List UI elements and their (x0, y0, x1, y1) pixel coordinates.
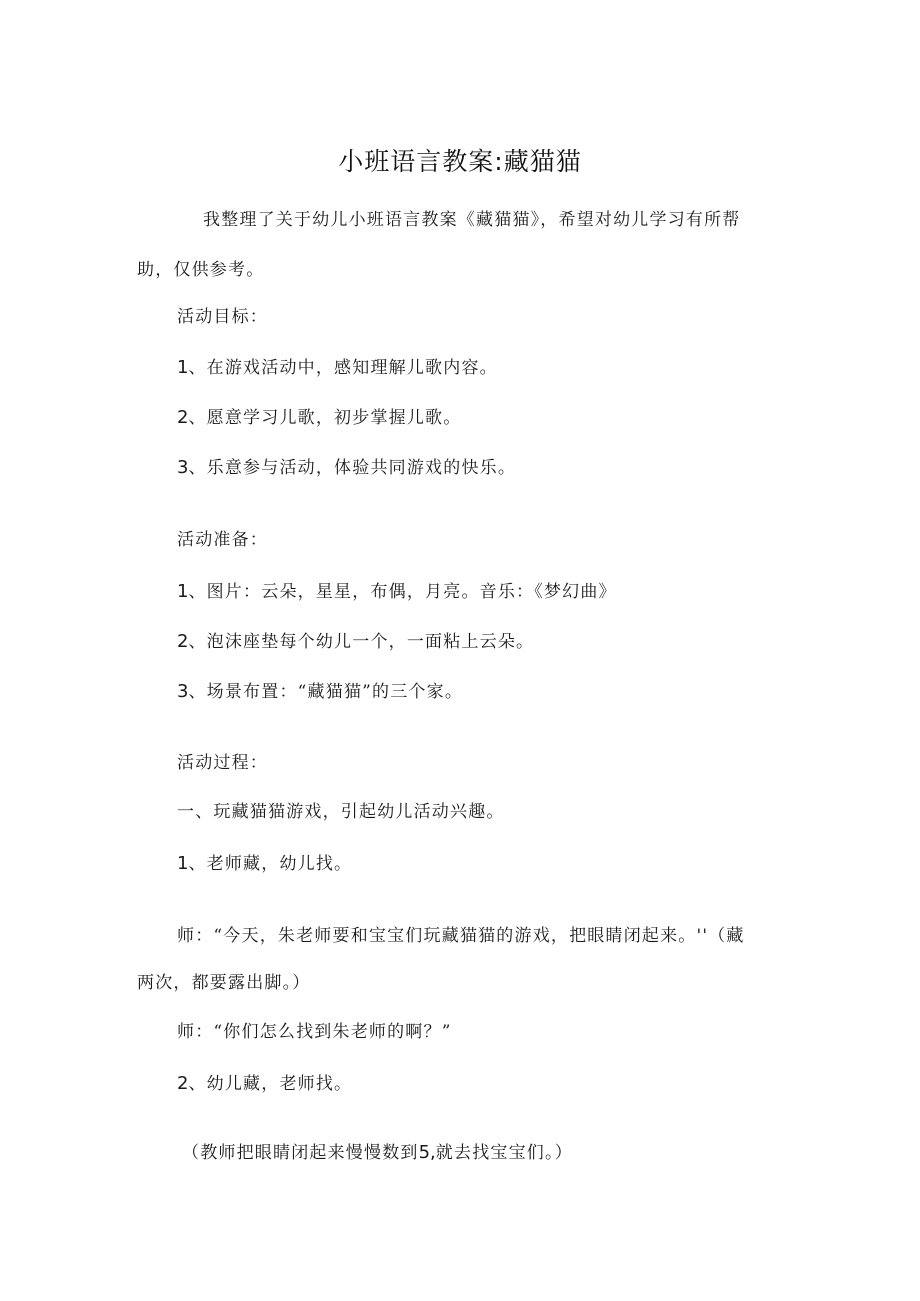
preparation-heading: 活动准备： (177, 530, 268, 550)
goal-item-3 (177, 456, 516, 480)
process-step-2 (177, 1072, 352, 1096)
process-section-1: 一、玩藏猫猫游戏，引起幼儿活动兴趣。 (177, 802, 505, 822)
step-number: 2 (177, 1073, 189, 1094)
goal-item-number: 1 (177, 357, 189, 378)
prep-item-3 (177, 680, 463, 704)
goal-item-text: 、在游戏活动中，感知理解儿歌内容。 (188, 358, 498, 378)
note-text-before: （教师把眼睛闭起来慢慢数到 (182, 1143, 419, 1163)
teacher-note (182, 1141, 573, 1165)
prep-item-2 (177, 630, 534, 654)
process-heading: 活动过程： (177, 753, 268, 773)
intro-line-1: 我整理了关于幼儿小班语言教案《藏猫猫》，希望对幼儿学习有所帮 (203, 210, 741, 230)
teacher-quote-1-line-2: 两次，都要露出脚。） (137, 973, 311, 993)
prep-item-1 (177, 580, 617, 604)
step-text: 、老师藏，幼儿找。 (188, 854, 353, 874)
step-number: 1 (177, 853, 189, 874)
prep-item-number: 2 (177, 631, 189, 652)
process-step-1 (177, 852, 352, 876)
step-text: 、幼儿藏，老师找。 (188, 1074, 353, 1094)
prep-item-number: 1 (177, 581, 189, 602)
note-text-after: 就去找宝宝们。） (435, 1143, 573, 1163)
prep-item-text: 、图片：云朵，星星，布偶，月亮。音乐：《梦幻曲》 (188, 582, 617, 602)
prep-item-text: 、场景布置：“藏猫猫”的三个家。 (188, 682, 464, 702)
goal-item-number: 3 (177, 457, 189, 478)
goal-item-1 (177, 356, 498, 380)
goal-item-text: 、愿意学习儿歌，初步掌握儿歌。 (188, 408, 462, 428)
document-title: 小班语言教案:藏猫猫 (338, 147, 582, 176)
prep-item-text: 、泡沫座垫每个幼儿一个，一面粘上云朵。 (188, 632, 535, 652)
teacher-quote-1-line-1: 师：“今天，朱老师要和宝宝们玩藏猫猫的游戏，把眼睛闭起来。''（藏 (177, 926, 745, 946)
intro-line-2: 助，仅供参考。 (137, 260, 265, 280)
goal-item-number: 2 (177, 407, 189, 428)
goal-item-2 (177, 406, 461, 430)
teacher-quote-2: 师：“你们怎么找到朱老师的啊？” (177, 1022, 452, 1042)
note-number: 5, (418, 1142, 436, 1163)
goals-heading: 活动目标： (177, 307, 268, 327)
prep-item-number: 3 (177, 681, 189, 702)
goal-item-text: 、乐意参与活动，体验共同游戏的快乐。 (188, 458, 517, 478)
